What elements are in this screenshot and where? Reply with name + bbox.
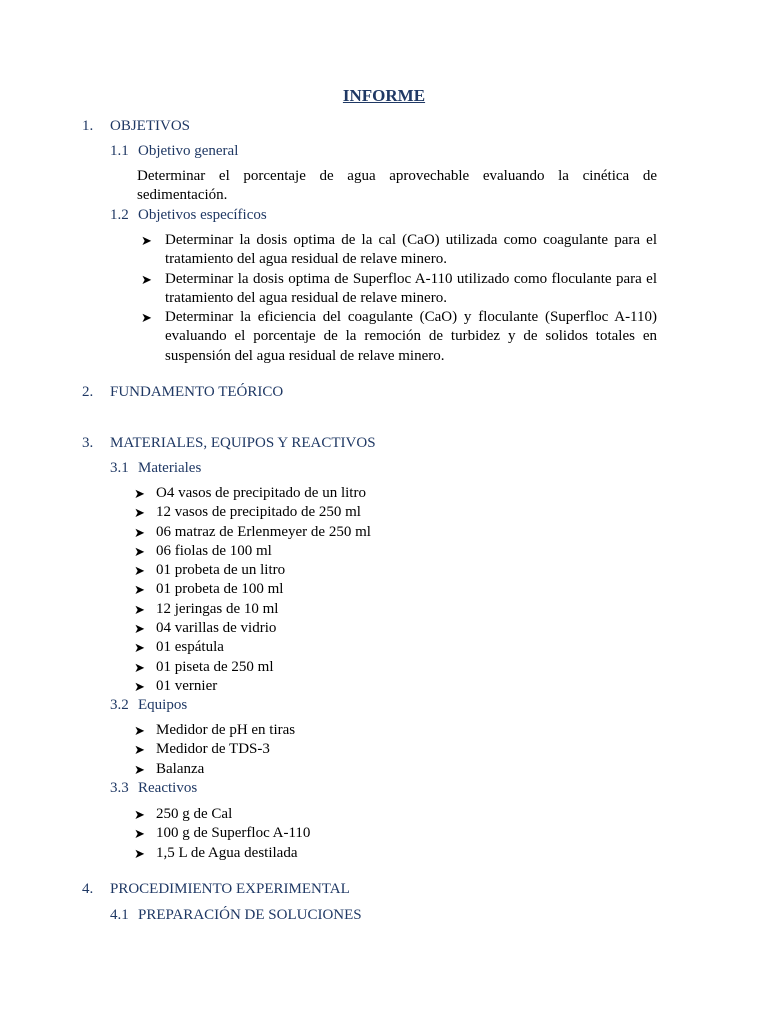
list-item: [134, 484, 656, 503]
heading-label: PROCEDIMIENTO EXPERIMENTAL: [110, 881, 350, 897]
list-item-text: Medidor de TDS-3: [156, 741, 270, 758]
arrowhead-bullet-icon: ➤: [141, 233, 152, 248]
subheading-number: 3.2: [110, 697, 129, 713]
list-item-text: Determinar la dosis optima de la cal (CaO) utilizada como coagulante para el tratamiento del agua residual de relave minero.: [165, 232, 657, 268]
arrowhead-bullet-icon: ➤: [134, 486, 145, 501]
list-item-text: 06 fiolas de 100 ml: [156, 542, 272, 559]
arrowhead-bullet-icon: ➤: [134, 524, 145, 540]
subheading-objetivos-especificos: [110, 206, 267, 225]
subheading-preparacion-soluciones: [110, 906, 362, 925]
heading-number: 1.: [82, 118, 94, 134]
list-item: [134, 523, 656, 542]
subheading-reactivos: [110, 779, 197, 798]
list-item-text: 01 espátula: [156, 639, 224, 656]
list-item: [141, 231, 657, 270]
list-item-text: 01 probeta de 100 ml: [156, 581, 284, 598]
subheading-objetivo-general: [110, 142, 238, 161]
list-item: [134, 760, 656, 779]
list-item-text: O4 vasos de precipitado de un litro: [156, 485, 366, 501]
heading-label: MATERIALES, EQUIPOS Y REACTIVOS: [110, 435, 376, 451]
list-item-text: 250 g de Cal: [156, 806, 233, 822]
list-item-text: Medidor de pH en tiras: [156, 722, 296, 738]
subheading-number: 1.2: [110, 207, 129, 223]
reactivos-list: [134, 805, 656, 863]
subheading-label: Reactivos: [138, 780, 198, 796]
list-item: [134, 561, 656, 580]
arrowhead-bullet-icon: ➤: [134, 601, 145, 617]
arrowhead-bullet-icon: ➤: [141, 271, 152, 287]
heading-number: 3.: [82, 435, 94, 451]
objetivo-general-paragraph: Determinar el porcentaje de agua aprovechable evaluando la cinética de sedimentación.: [137, 168, 657, 204]
arrowhead-bullet-icon: ➤: [134, 826, 145, 842]
heading-label: OBJETIVOS: [110, 118, 191, 134]
subheading-materiales: [110, 459, 201, 478]
list-item-text: 01 probeta de un litro: [156, 562, 286, 579]
subheading-number: 4.1: [110, 907, 129, 923]
materiales-list: [134, 484, 656, 696]
subheading-label: PREPARACIÓN DE SOLUCIONES: [138, 907, 362, 923]
list-item: [134, 619, 656, 638]
arrowhead-bullet-icon: ➤: [141, 310, 152, 326]
list-item-text: 12 jeringas de 10 ml: [156, 600, 279, 617]
list-item: [134, 805, 656, 824]
list-item-text: 100 g de Superfloc A-110: [156, 825, 311, 842]
list-item: [134, 658, 656, 677]
arrowhead-bullet-icon: ➤: [134, 678, 145, 694]
objetivos-especificos-list: [141, 231, 657, 366]
heading-fundamento-teorico: [82, 383, 283, 402]
arrowhead-bullet-icon: ➤: [134, 621, 145, 637]
arrowhead-bullet-icon: ➤: [134, 845, 145, 861]
subheading-number: 3.3: [110, 780, 129, 796]
arrowhead-bullet-icon: ➤: [134, 742, 145, 758]
arrowhead-bullet-icon: ➤: [134, 582, 145, 598]
list-item: [134, 503, 656, 522]
list-item-text: 01 piseta de 250 ml: [156, 658, 274, 675]
list-item-text: Balanza: [156, 760, 205, 777]
list-item: [134, 721, 656, 740]
list-item: [134, 580, 656, 599]
arrowhead-bullet-icon: ➤: [134, 640, 145, 656]
heading-procedimiento-experimental: [82, 880, 350, 899]
list-item-text: 12 vasos de precipitado de 250 ml: [156, 504, 361, 521]
arrowhead-bullet-icon: ➤: [134, 761, 145, 777]
subheading-equipos: [110, 696, 187, 715]
list-item: [141, 270, 657, 309]
list-item: [134, 600, 656, 619]
subheading-label: Equipos: [138, 697, 188, 713]
list-item-text: Determinar la dosis optima de Superfloc A-110 utilizado como floculante para el tratamiento del agua residual de relave minero.: [165, 270, 657, 306]
equipos-list: [134, 721, 656, 779]
heading-number: 2.: [82, 384, 94, 400]
subheading-label: Objetivos específicos: [138, 207, 267, 223]
list-item-text: Determinar la eficiencia del coagulante (CaO) y floculante (Superfloc A-110) evaluando el porcentaje de la remoción de turbidez y de solidos totales en suspensión del agua residual de relave minero.: [165, 309, 657, 364]
subheading-label: Materiales: [138, 460, 202, 476]
subheading-number: 1.1: [110, 143, 129, 159]
heading-objetivos: [82, 117, 190, 136]
document-title: INFORME: [342, 86, 426, 105]
list-item-text: 06 matraz de Erlenmeyer de 250 ml: [156, 523, 371, 540]
list-item-text: 04 varillas de vidrio: [156, 620, 277, 637]
heading-number: 4.: [82, 881, 94, 897]
heading-materiales-equipos-reactivos: [82, 434, 376, 453]
list-item: [134, 638, 656, 657]
subheading-label: Objetivo general: [138, 143, 239, 159]
list-item: [134, 542, 656, 561]
list-item: [134, 824, 656, 843]
arrowhead-bullet-icon: ➤: [134, 505, 145, 521]
arrowhead-bullet-icon: ➤: [134, 659, 145, 675]
list-item: [134, 740, 656, 759]
list-item-text: 1,5 L de Agua destilada: [156, 844, 298, 861]
heading-label: FUNDAMENTO TEÓRICO: [110, 384, 284, 400]
arrowhead-bullet-icon: ➤: [134, 807, 145, 822]
subheading-number: 3.1: [110, 460, 129, 476]
list-item: [134, 844, 656, 863]
arrowhead-bullet-icon: ➤: [134, 543, 145, 559]
list-item-text: 01 vernier: [156, 677, 218, 694]
list-item: [134, 677, 656, 696]
arrowhead-bullet-icon: ➤: [134, 563, 145, 579]
list-item: [141, 308, 657, 366]
arrowhead-bullet-icon: ➤: [134, 723, 145, 738]
